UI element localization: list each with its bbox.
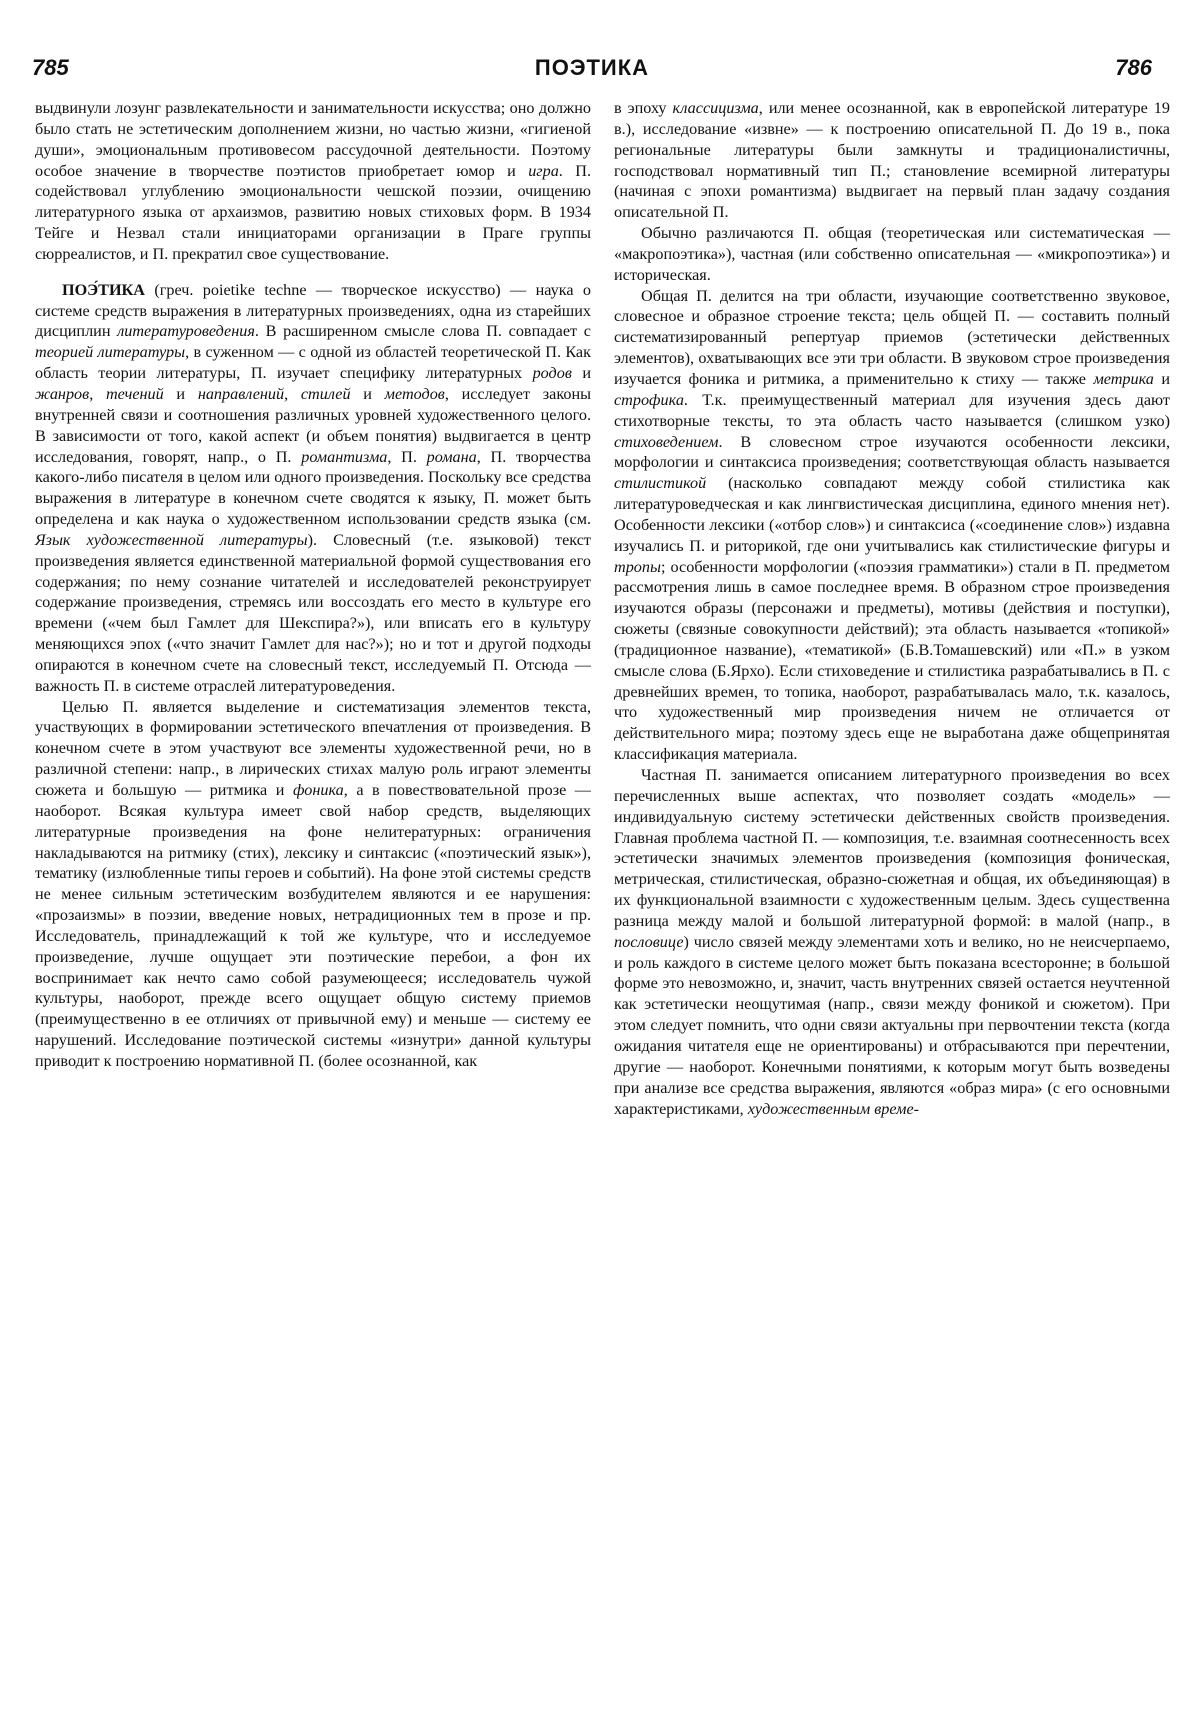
text-run: в эпоху xyxy=(614,99,673,117)
text-run: , исследует законы внутренней связи и соотношения различных уровней художественного целого. В зависимости от того, какой аспект (и объем понятия) выдвигается в центр исследования, говорят, напр., о П. xyxy=(35,384,592,466)
paragraph xyxy=(614,765,1170,1119)
headword: ПОЭ́ТИКА xyxy=(62,280,145,299)
cross-reference: родов xyxy=(532,364,572,383)
paragraph xyxy=(35,697,591,1072)
cross-reference: метрика xyxy=(1093,369,1154,388)
paragraph xyxy=(614,223,1170,286)
text-run: . В словесном строе изучаются особенности лексики, морфологии и синтаксиса произведения; соответствующая область называется xyxy=(614,432,1170,472)
cross-reference: течений xyxy=(105,384,164,403)
text-run: . П. содействовал углублению эмоциональности чешской поэзии, очищению литературного языка от архаизмов, развитию новых стиховых форм. В 1934 Тейге и Незвал стали инициаторами организации в Праге группы сюрреалистов, и П. прекратил свое существование. xyxy=(35,161,592,263)
cross-reference: художественным време- xyxy=(747,1099,920,1118)
cross-reference: направлений xyxy=(197,384,285,403)
text-run: выдвинули лозунг развлекательности и занимательности искусства; оно должно было стать не эстетическим дополнением жизни, но частью жизни, «гигиеной души», эмоциональным противовесом рассудочной деятельности. Поэтому особое значение в творчестве поэтистов приобретает юмор и xyxy=(35,99,591,180)
text-run: (насколько совпадают между собой стилистика как литературоведческая и как лингвистическая дисциплина, единого мнения нет). Особенности лексики («отбор слов») и синтаксиса («соединение слов») издавна изучались П. и риторикой, где они учитывались как стилистические фигуры и xyxy=(614,474,1170,555)
text-run: Общая П. делится на три области, изучающие соответственно звуковое, словесное и образное строение текста; цель общей П. — составить полный систематизированный репертуар приемов (эстетически действенных элементов), охватывающих все эти три области. В звуковом строе произведения изучается фоника и ритмика, а применительно к стиху — также xyxy=(614,286,1170,388)
text-run: , или менее осознанной, как в европейской литературе 19 в.), исследование «извне» — к построению описательной П. До 19 в., пока региональные литературы были замкнуты и традиционалистичны, господствовал нормативный тип П.; становление всемирной литературы (начиная с эпохи романтизма) выдвигает на первый план задачу создания описательной П. xyxy=(614,99,1170,222)
page-number-left: 785 xyxy=(32,55,69,80)
text-run: и xyxy=(1153,369,1170,388)
text-run: , xyxy=(284,384,301,403)
left-column xyxy=(35,98,591,1072)
text-run: и xyxy=(163,384,198,403)
text-run: (греч. poietike techne — творческое искусство) — наука о системе средств выражения в литературных произведениях, одна из старейших дисциплин xyxy=(35,280,591,341)
paragraph xyxy=(614,286,1170,765)
text-run: ; особенности морфологии («поэзия грамматики») стали в П. предметом рассмотрения лишь в самое последнее время. В образном строе произведения изучаются образы (персонажи и предметы), мотивы (действия и поступки), сюжеты (связные совокупности действий); эта область называется «топикой» (традиционное название), «тематикой» (Б.В.Томашевский) или «П.» в узком смысле слова (Б.Ярхо). Если стиховедение и стилистика разрабатывались в П. с древнейших времен, то топика, наоборот, разрабатывалась мало, т.к. казалось, что художественный мир произведения ничем не отличается от действительного мира; поэтому здесь еще не выработана даже общепринятая классификация материала. xyxy=(614,557,1170,764)
text-run: ) число связей между элементами хоть и велико, но не неисчерпаемо, и роль каждого в системе целого может быть показана всесторонне; в большой форме это невозможно, и, значит, часть внутренних связей остается неучтенной как эстетически неощутимая (напр., связи между фоникой и сюжетом). При этом следует помнить, что одни связи актуальны при первочтении текста (когда ожидания читателя еще не ориентированы) и отбрасываются при перечтении, другие — наоборот. Конечными понятиями, к которым могут быть возведены при анализе все средства выражения, являются «образ мира» (с его основными характеристиками, xyxy=(614,932,1170,1118)
cross-reference: стилистикой xyxy=(614,474,707,493)
cross-reference: Язык художественной литературы xyxy=(35,530,308,549)
right-column xyxy=(614,98,1170,1119)
text-run: . Т.к. преимущественный материал для изучения здесь дают стихотворные тексты, то эта область часто называется (слишком узко) xyxy=(614,390,1170,430)
cross-reference: фоника xyxy=(292,781,344,799)
cross-reference: жанров xyxy=(35,384,90,403)
paragraph xyxy=(35,98,591,265)
cross-reference: литературоведения xyxy=(117,322,255,341)
paragraph xyxy=(614,98,1170,223)
cross-reference: романа xyxy=(426,447,477,466)
cross-reference: классицизма xyxy=(672,99,759,117)
cross-reference: стиховедением xyxy=(614,432,719,451)
text-run: и xyxy=(350,384,385,403)
cross-reference: пословице xyxy=(614,932,684,951)
text-run: Целью П. является выделение и систематизация элементов текста, участвующих в формировании эстетического впечатления от произведения. В конечном счете в этом участвуют все элементы художественной речи, но в различной степени: напр., в лирических стихах малую роль играют элементы сюжета и большую — ритмика и xyxy=(35,697,591,799)
paragraph xyxy=(35,280,591,697)
cross-reference: методов xyxy=(384,384,445,403)
text-run: Обычно различаются П. общая (теоретическая или систематическая — «макропоэтика»), частная (или собственно описательная — «микропоэтика») и историческая. xyxy=(614,224,1170,284)
text-run: и xyxy=(571,364,591,383)
text-run: . В расширенном смысле слова П. совпадает с xyxy=(254,322,591,341)
text-run: , а в повествовательной прозе — наоборот. Всякая культура имеет свой набор средств, выделяющих литературные произведения на фоне нелитературных: ограничения накладываются на ритмику (стих), лексику и синтаксис («поэтический язык»), тематику (излюбленные типы героев и событий). На фоне этой системы средств не менее сильным эстетическим возбудителем являются и ее нарушения: «прозаизмы» в поэзии, введение новых, нетрадиционных тем в прозе и пр. Исследователь, принадлежащий к той же культуре, что и исследуемое произведение, лучше ощущает эти поэтические перебои, а фон их воспринимает как нечто само собой разумеющееся; исследователь чужой культуры, наоборот, прежде всего ощущает общую систему приемов (преимущественно в ее отличиях от привычной ему) и меньше — систему ее нарушений. Исследование поэтической системы «изнутри» данной культуры приводит к построению нормативной П. (более осознанной, как xyxy=(35,781,591,1070)
cross-reference: строфика xyxy=(614,390,684,409)
text-run: , xyxy=(89,384,106,403)
cross-reference: стилей xyxy=(300,384,351,403)
page-number-right: 786 xyxy=(1115,55,1152,80)
text-run: , П. творчества какого-либо писателя в целом или одного произведения. Поскольку все средства выражения в литературе в конечном счете сводятся к языку, П. может быть определена и как наука о художественном использовании средств языка (см. xyxy=(35,447,591,529)
cross-reference: романтизма xyxy=(301,447,388,466)
running-title: ПОЭТИКА xyxy=(534,55,650,80)
cross-reference: игра xyxy=(528,161,559,180)
text-run: , в суженном — с одной из областей теоретической П. Как область теории литературы, П. изучает специфику литературных xyxy=(35,343,591,383)
page-header xyxy=(32,55,1152,91)
text-run: Частная П. занимается описанием литературного произведения во всех перечисленных выше аспектах, что позволяет создать «модель» — индивидуальную систему эстетически действенных свойств произведения. Главная проблема частной П. — композиция, т.е. взаимная соотнесенность всех эстетически значимых элементов произведения (композиция фоническая, метрическая, стилистическая, образно-сюжетная и общая, их объединяющая) в их функциональной взаимности с художественным целым. Здесь существенна разница между малой и большой литературной формой: в малой (напр., в xyxy=(614,766,1170,930)
text-run: ). Словесный (т.е. языковой) текст произведения является единственной материальной формой существования его содержания; по нему сознание читателей и исследователей реконструирует содержание произведения, стремясь или воссоздать его место в культуре его времени («чем был Гамлет для Шекспира?»), или вписать его в культуру меняющихся эпох («что значит Гамлет для нас?»); но и тот и другой подходы опираются в конечном счете на словесный текст, исследуемый П. Отсюда — важность П. в системе отраслей литературоведения. xyxy=(35,530,591,695)
text-run: , П. xyxy=(387,447,427,466)
cross-reference: тропы xyxy=(614,557,661,576)
cross-reference: теорией литературы xyxy=(35,343,186,362)
